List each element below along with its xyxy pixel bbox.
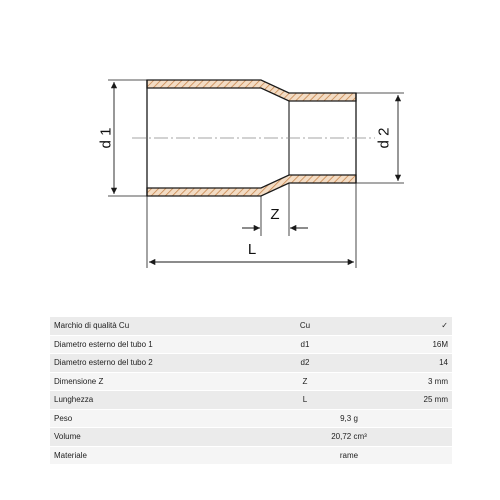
row-value: 16M: [364, 335, 452, 354]
table-row: [50, 317, 452, 335]
row-symbol: Cu: [246, 317, 364, 335]
spec-table: [50, 317, 452, 465]
d2-label: d 2: [375, 127, 393, 149]
table-row: [50, 428, 452, 447]
row-merged-value: rame: [246, 446, 452, 465]
table-row: [50, 409, 452, 428]
row-merged-value: 9,3 g: [246, 409, 452, 428]
row-label: Dimensione Z: [50, 372, 246, 391]
table-row: [50, 354, 452, 373]
row-symbol: Z: [246, 372, 364, 391]
row-value: 25 mm: [364, 391, 452, 410]
row-symbol: d1: [246, 335, 364, 354]
row-symbol: L: [246, 391, 364, 410]
row-symbol: d2: [246, 354, 364, 373]
row-merged-value: 20,72 cm³: [246, 428, 452, 447]
top-wall: [147, 80, 356, 101]
table-row: [50, 446, 452, 465]
bottom-wall: [147, 175, 356, 196]
z-label: Z: [270, 206, 280, 223]
l-label: L: [247, 241, 257, 258]
table-row: [50, 335, 452, 354]
row-label: Diametro esterno del tubo 2: [50, 354, 246, 373]
table-row: [50, 372, 452, 391]
row-value: 14: [364, 354, 452, 373]
row-value: 3 mm: [364, 372, 452, 391]
row-label: Materiale: [50, 446, 246, 465]
row-label: Lunghezza: [50, 391, 246, 410]
row-value: ✓: [364, 317, 452, 335]
d1-label: d 1: [97, 127, 115, 149]
table-row: [50, 391, 452, 410]
row-label: Marchio di qualità Cu: [50, 317, 246, 335]
row-label: Volume: [50, 428, 246, 447]
row-label: Peso: [50, 409, 246, 428]
row-label: Diametro esterno del tubo 1: [50, 335, 246, 354]
